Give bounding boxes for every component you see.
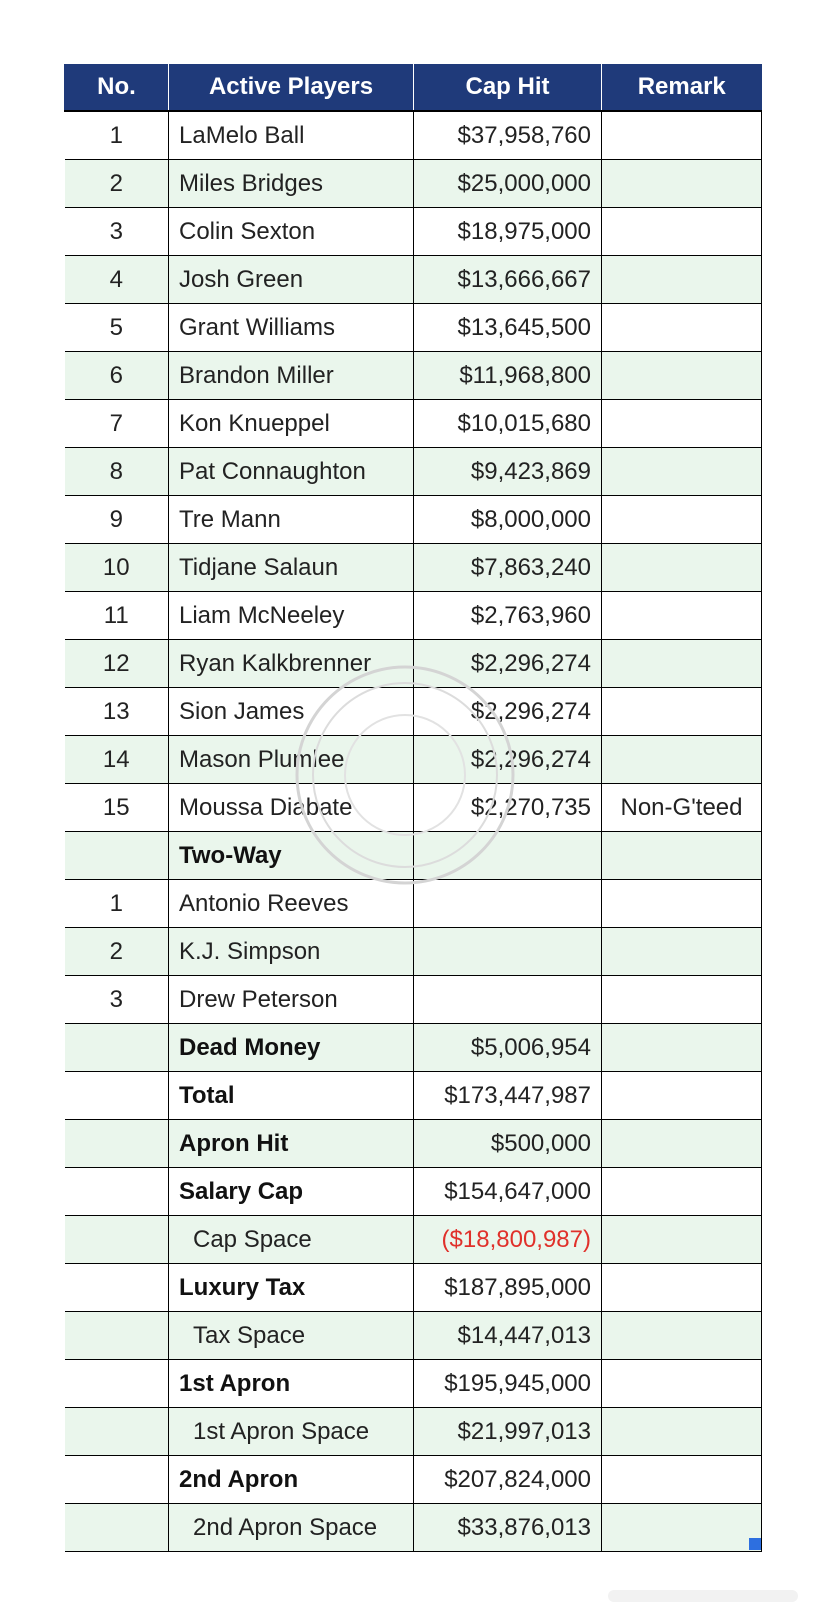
cell-remark[interactable] bbox=[602, 688, 762, 736]
cell-player[interactable]: 2nd Apron Space bbox=[169, 1504, 414, 1552]
cell-amount[interactable]: $187,895,000 bbox=[414, 1264, 602, 1312]
cell-remark[interactable] bbox=[602, 208, 762, 256]
cell-remark[interactable] bbox=[602, 304, 762, 352]
cell-amount[interactable]: $8,000,000 bbox=[414, 496, 602, 544]
table-row bbox=[65, 544, 762, 592]
cell-amount[interactable]: $13,645,500 bbox=[414, 304, 602, 352]
cell-no[interactable]: 11 bbox=[65, 592, 169, 640]
cell-remark[interactable] bbox=[602, 592, 762, 640]
table-row bbox=[65, 1024, 762, 1072]
cell-remark[interactable] bbox=[602, 1264, 762, 1312]
cell-amount[interactable] bbox=[414, 832, 602, 880]
cell-amount[interactable]: $14,447,013 bbox=[414, 1312, 602, 1360]
cell-amount[interactable]: $2,296,274 bbox=[414, 688, 602, 736]
table-row bbox=[65, 1072, 762, 1120]
table-row bbox=[65, 976, 762, 1024]
cell-player[interactable]: Colin Sexton bbox=[169, 208, 414, 256]
cap-sheet bbox=[64, 64, 761, 1552]
scroll-indicator bbox=[608, 1590, 798, 1602]
cell-remark[interactable] bbox=[602, 352, 762, 400]
cell-no[interactable]: 5 bbox=[65, 304, 169, 352]
table-row bbox=[65, 928, 762, 976]
cell-amount[interactable]: $173,447,987 bbox=[414, 1072, 602, 1120]
cell-amount[interactable] bbox=[414, 880, 602, 928]
cell-remark[interactable] bbox=[602, 1072, 762, 1120]
cell-player[interactable]: Total bbox=[169, 1072, 414, 1120]
cell-amount[interactable]: $5,006,954 bbox=[414, 1024, 602, 1072]
cell-player[interactable]: Drew Peterson bbox=[169, 976, 414, 1024]
cell-player[interactable]: Apron Hit bbox=[169, 1120, 414, 1168]
cell-player[interactable]: Ryan Kalkbrenner bbox=[169, 640, 414, 688]
cell-amount[interactable]: $9,423,869 bbox=[414, 448, 602, 496]
cell-amount[interactable]: $154,647,000 bbox=[414, 1168, 602, 1216]
cell-amount[interactable]: $2,270,735 bbox=[414, 784, 602, 832]
cell-amount[interactable]: $11,968,800 bbox=[414, 352, 602, 400]
cell-no[interactable] bbox=[65, 1504, 169, 1552]
cell-no[interactable]: 1 bbox=[65, 880, 169, 928]
cell-player[interactable]: 1st Apron bbox=[169, 1360, 414, 1408]
cell-player[interactable]: Sion James bbox=[169, 688, 414, 736]
cell-player[interactable]: Moussa Diabate bbox=[169, 784, 414, 832]
cell-remark[interactable] bbox=[602, 1360, 762, 1408]
cell-amount[interactable] bbox=[414, 976, 602, 1024]
cell-remark[interactable] bbox=[602, 256, 762, 304]
table-row bbox=[65, 640, 762, 688]
table-row bbox=[65, 1264, 762, 1312]
table-row bbox=[65, 352, 762, 400]
cell-remark[interactable] bbox=[602, 1024, 762, 1072]
cell-amount[interactable] bbox=[414, 928, 602, 976]
table-row bbox=[65, 880, 762, 928]
cell-remark[interactable] bbox=[602, 111, 762, 160]
table-row bbox=[65, 400, 762, 448]
cell-player[interactable]: Salary Cap bbox=[169, 1168, 414, 1216]
cell-player[interactable]: Dead Money bbox=[169, 1024, 414, 1072]
header-row bbox=[65, 64, 762, 111]
cell-remark[interactable] bbox=[602, 880, 762, 928]
cell-remark[interactable] bbox=[602, 448, 762, 496]
cell-amount[interactable]: $37,958,760 bbox=[414, 111, 602, 160]
table-row bbox=[65, 784, 762, 832]
cell-no[interactable]: 7 bbox=[65, 400, 169, 448]
cell-no[interactable]: 1 bbox=[65, 111, 169, 160]
cell-no[interactable] bbox=[65, 1216, 169, 1264]
cell-amount[interactable]: $21,997,013 bbox=[414, 1408, 602, 1456]
cell-player[interactable]: Pat Connaughton bbox=[169, 448, 414, 496]
cell-amount[interactable]: $33,876,013 bbox=[414, 1504, 602, 1552]
cell-no[interactable]: 6 bbox=[65, 352, 169, 400]
cell-remark[interactable] bbox=[602, 976, 762, 1024]
cell-player[interactable]: Grant Williams bbox=[169, 304, 414, 352]
table-row bbox=[65, 1312, 762, 1360]
cell-remark[interactable] bbox=[602, 1168, 762, 1216]
cell-amount[interactable]: $2,296,274 bbox=[414, 640, 602, 688]
cell-remark[interactable] bbox=[602, 544, 762, 592]
cell-remark[interactable] bbox=[602, 1408, 762, 1456]
cell-remark[interactable] bbox=[602, 832, 762, 880]
cell-amount[interactable]: $195,945,000 bbox=[414, 1360, 602, 1408]
table-row bbox=[65, 1456, 762, 1504]
cell-remark[interactable] bbox=[602, 1216, 762, 1264]
header-cap-hit: Cap Hit bbox=[414, 64, 602, 111]
cell-amount[interactable]: ($18,800,987) bbox=[414, 1216, 602, 1264]
cell-remark[interactable] bbox=[602, 496, 762, 544]
cell-player[interactable]: Josh Green bbox=[169, 256, 414, 304]
cell-amount[interactable]: $500,000 bbox=[414, 1120, 602, 1168]
table-body bbox=[65, 111, 762, 1552]
cell-player[interactable]: Two-Way bbox=[169, 832, 414, 880]
cell-amount[interactable]: $18,975,000 bbox=[414, 208, 602, 256]
header-remark: Remark bbox=[602, 64, 762, 111]
cell-amount[interactable]: $2,763,960 bbox=[414, 592, 602, 640]
cell-amount[interactable]: $207,824,000 bbox=[414, 1456, 602, 1504]
cell-amount[interactable]: $13,666,667 bbox=[414, 256, 602, 304]
cell-no[interactable]: 3 bbox=[65, 976, 169, 1024]
cell-amount[interactable]: $2,296,274 bbox=[414, 736, 602, 784]
cell-player[interactable]: Tax Space bbox=[169, 1312, 414, 1360]
table-row bbox=[65, 736, 762, 784]
cell-player[interactable]: Cap Space bbox=[169, 1216, 414, 1264]
cap-table bbox=[64, 64, 762, 1552]
cell-no[interactable] bbox=[65, 1072, 169, 1120]
table-row bbox=[65, 1120, 762, 1168]
selection-handle[interactable] bbox=[749, 1538, 761, 1550]
cell-player[interactable]: Luxury Tax bbox=[169, 1264, 414, 1312]
cell-player[interactable]: Mason Plumlee bbox=[169, 736, 414, 784]
table-row bbox=[65, 1504, 762, 1552]
cell-no[interactable] bbox=[65, 1360, 169, 1408]
cell-remark[interactable]: Non-G'teed bbox=[602, 784, 762, 832]
table-row bbox=[65, 1216, 762, 1264]
cell-remark[interactable] bbox=[602, 160, 762, 208]
table-row bbox=[65, 1408, 762, 1456]
table-row bbox=[65, 256, 762, 304]
cell-amount[interactable]: $25,000,000 bbox=[414, 160, 602, 208]
cell-no[interactable]: 8 bbox=[65, 448, 169, 496]
cell-player[interactable]: K.J. Simpson bbox=[169, 928, 414, 976]
cell-no[interactable]: 4 bbox=[65, 256, 169, 304]
cell-no[interactable]: 10 bbox=[65, 544, 169, 592]
cell-no[interactable]: 3 bbox=[65, 208, 169, 256]
cell-amount[interactable]: $10,015,680 bbox=[414, 400, 602, 448]
table-row bbox=[65, 111, 762, 160]
cell-player[interactable]: Brandon Miller bbox=[169, 352, 414, 400]
cell-no[interactable] bbox=[65, 1312, 169, 1360]
cell-no[interactable]: 2 bbox=[65, 928, 169, 976]
table-row bbox=[65, 688, 762, 736]
table-row bbox=[65, 448, 762, 496]
cell-no[interactable] bbox=[65, 832, 169, 880]
cell-player[interactable]: Liam McNeeley bbox=[169, 592, 414, 640]
cell-player[interactable]: Miles Bridges bbox=[169, 160, 414, 208]
cell-remark[interactable] bbox=[602, 1456, 762, 1504]
cell-remark[interactable] bbox=[602, 1312, 762, 1360]
cell-player[interactable]: Tre Mann bbox=[169, 496, 414, 544]
cell-no[interactable]: 12 bbox=[65, 640, 169, 688]
cell-player[interactable]: 2nd Apron bbox=[169, 1456, 414, 1504]
cell-player[interactable]: Tidjane Salaun bbox=[169, 544, 414, 592]
cell-no[interactable] bbox=[65, 1120, 169, 1168]
cell-player[interactable]: Antonio Reeves bbox=[169, 880, 414, 928]
cell-remark[interactable] bbox=[602, 1120, 762, 1168]
header-player: Active Players bbox=[169, 64, 414, 111]
table-row bbox=[65, 208, 762, 256]
cell-no[interactable] bbox=[65, 1456, 169, 1504]
cell-no[interactable]: 9 bbox=[65, 496, 169, 544]
cell-no[interactable] bbox=[65, 1024, 169, 1072]
table-row bbox=[65, 496, 762, 544]
cell-no[interactable] bbox=[65, 1264, 169, 1312]
cell-remark[interactable] bbox=[602, 640, 762, 688]
header-no: No. bbox=[65, 64, 169, 111]
cell-amount[interactable]: $7,863,240 bbox=[414, 544, 602, 592]
table-row bbox=[65, 832, 762, 880]
cell-player[interactable]: LaMelo Ball bbox=[169, 111, 414, 160]
cell-remark[interactable] bbox=[602, 400, 762, 448]
cell-player[interactable]: Kon Knueppel bbox=[169, 400, 414, 448]
cell-no[interactable] bbox=[65, 1408, 169, 1456]
table-row bbox=[65, 160, 762, 208]
cell-player[interactable]: 1st Apron Space bbox=[169, 1408, 414, 1456]
cell-no[interactable]: 14 bbox=[65, 736, 169, 784]
cell-remark[interactable] bbox=[602, 928, 762, 976]
cell-no[interactable]: 15 bbox=[65, 784, 169, 832]
cell-no[interactable]: 2 bbox=[65, 160, 169, 208]
cell-remark[interactable] bbox=[602, 736, 762, 784]
table-row bbox=[65, 1360, 762, 1408]
table-row bbox=[65, 304, 762, 352]
cell-no[interactable]: 13 bbox=[65, 688, 169, 736]
cell-remark[interactable] bbox=[602, 1504, 762, 1552]
table-row bbox=[65, 592, 762, 640]
table-row bbox=[65, 1168, 762, 1216]
cell-no[interactable] bbox=[65, 1168, 169, 1216]
